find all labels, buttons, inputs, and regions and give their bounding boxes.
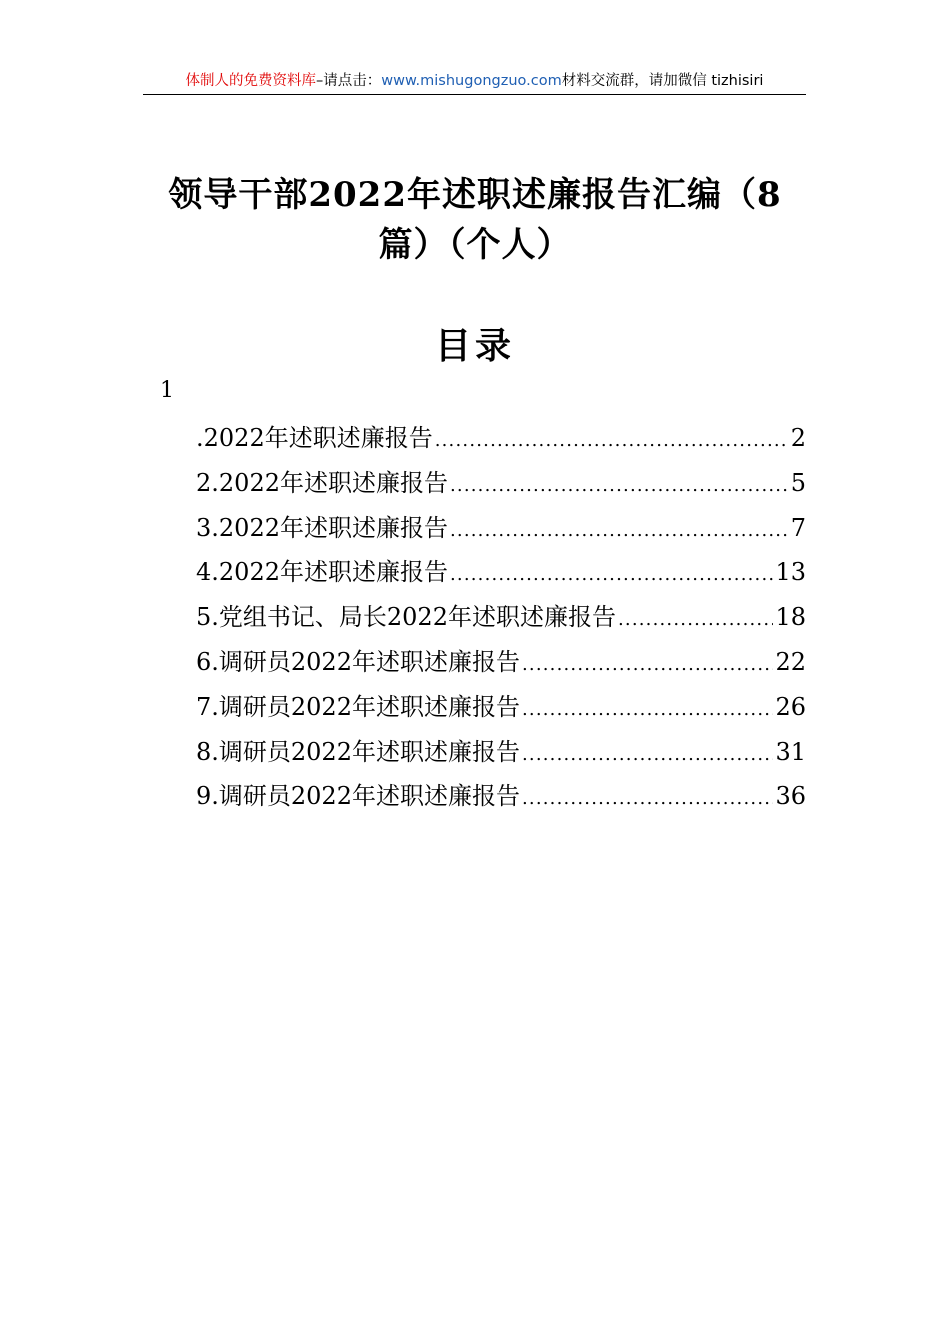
header-contact: 材料交流群，请加微信 tizhisiri <box>561 73 764 89</box>
toc-list <box>196 416 806 819</box>
toc-entry[interactable] <box>196 730 806 775</box>
page-header <box>143 68 806 95</box>
toc-leader <box>522 643 773 687</box>
toc-leader <box>450 553 773 597</box>
toc-entry-text: .2022年述职述廉报告 <box>196 424 433 452</box>
document-title: 领导干部2022年述职述廉报告汇编（8篇）（个人） <box>168 175 782 265</box>
header-prompt: –请点击： <box>316 73 382 89</box>
toc-entry-page: 26 <box>775 692 806 721</box>
toc-entry[interactable] <box>196 595 806 640</box>
toc-entry-page: 5 <box>790 468 806 497</box>
toc-entry-text: 8.调研员2022年述职述廉报告 <box>196 737 520 766</box>
toc-entry-text: 4.2022年述职述廉报告 <box>196 558 448 587</box>
toc-heading: 目录 <box>434 325 515 367</box>
toc-entry-text: 2.2022年述职述廉报告 <box>196 468 448 497</box>
toc-leader <box>522 688 773 732</box>
toc-entry[interactable] <box>196 774 806 819</box>
toc-leader <box>522 733 773 777</box>
toc-entry-page: 2 <box>790 424 806 452</box>
toc-entry-page: 7 <box>790 513 806 542</box>
toc-entry-page: 36 <box>775 782 806 811</box>
toc-entry[interactable] <box>196 416 806 461</box>
toc-entry-text: 5.党组书记、局长2022年述职述廉报告 <box>196 603 616 632</box>
toc-entry[interactable] <box>196 640 806 685</box>
toc-leader <box>450 464 789 508</box>
stray-number: 1 <box>160 378 174 403</box>
toc-entry-page: 31 <box>775 737 806 766</box>
toc-leader <box>435 419 789 463</box>
header-site-name: 体制人的免费资料库 <box>185 73 317 89</box>
toc-entry-text: 9.调研员2022年述职述廉报告 <box>196 782 520 811</box>
toc-entry[interactable] <box>196 506 806 551</box>
toc-entry-page: 18 <box>775 603 806 632</box>
toc-leader <box>522 777 773 821</box>
toc-entry[interactable] <box>196 461 806 506</box>
toc-entry-text: 3.2022年述职述廉报告 <box>196 513 448 542</box>
toc-entry[interactable] <box>196 550 806 595</box>
toc-leader <box>450 509 789 553</box>
toc-entry-page: 13 <box>775 558 806 587</box>
toc-entry[interactable] <box>196 685 806 730</box>
toc-entry-text: 7.调研员2022年述职述廉报告 <box>196 692 520 721</box>
toc-entry-text: 6.调研员2022年述职述廉报告 <box>196 647 520 676</box>
header-url-link[interactable]: www.mishugongzuo.com <box>381 73 562 89</box>
toc-entry-page: 22 <box>775 647 806 676</box>
toc-leader <box>618 598 773 642</box>
